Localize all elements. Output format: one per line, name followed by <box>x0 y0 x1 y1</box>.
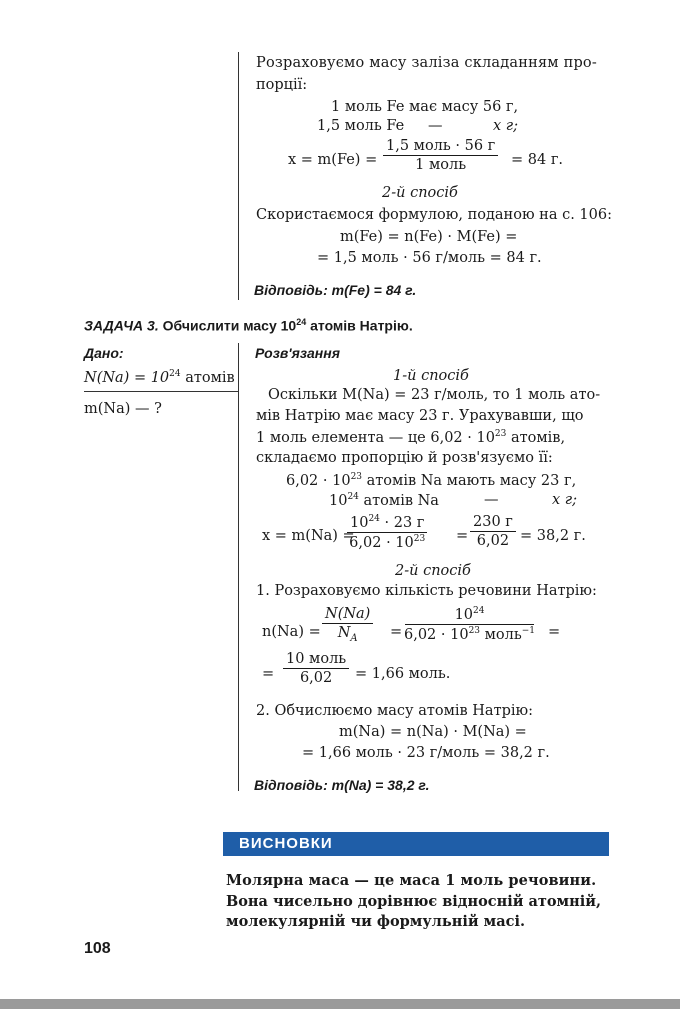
intro-line-1: Розраховуємо масу заліза складанням про- <box>256 55 597 71</box>
given-label: Дано: <box>84 345 124 361</box>
amount-f2-num-exp: 24 <box>473 606 485 616</box>
solution-text-3-exp: 23 <box>494 429 507 439</box>
given-value <box>84 369 235 386</box>
amount-fraction-1 <box>322 606 373 644</box>
amount-f1-den-main: N <box>337 625 351 641</box>
mass-line-1: m(Na) = n(Na) · M(Na) = <box>339 724 527 740</box>
proportion-na-a-exp: 23 <box>350 472 363 482</box>
amount-fraction-2 <box>404 606 535 643</box>
amount-equals: = <box>390 624 403 640</box>
equation-fe-denominator: 1 моль <box>415 157 467 173</box>
amount-f2-denominator <box>404 625 535 643</box>
proportion-fe-b-left: 1,5 моль Fe <box>317 118 405 134</box>
proportion-na-b-left <box>329 492 439 509</box>
solution-divider-task3 <box>238 343 239 791</box>
amount-2-result: = 1,66 моль. <box>355 666 451 682</box>
conclusion-line-2: Вона чисельно дорівнює відносній атомній, <box>226 893 602 910</box>
method-1-label: 1-й спосіб <box>393 368 469 384</box>
eq-f1-den-exp: 23 <box>413 533 426 544</box>
amount-f1-denominator <box>338 624 358 644</box>
equation-na-f1-numerator <box>347 514 427 533</box>
proportion-na-a-post: атомів Na мають масу 23 г, <box>366 472 577 489</box>
find-value: m(Na) — ? <box>84 401 162 417</box>
given-value-pre: N(Na) = 10 <box>84 369 170 386</box>
amount-f2-den-pre: 6,02 · 10 <box>404 626 469 643</box>
given-value-post: атомів <box>185 369 235 386</box>
task-3-suffix: атомів Натрію. <box>310 317 413 334</box>
step-1-text: 1. Розраховуємо кількість речовини Натрію: <box>256 583 597 599</box>
amount-f2-den-exp: 23 <box>468 625 481 636</box>
amount-f1-numerator: N(Na) <box>322 606 373 624</box>
page-number: 108 <box>84 940 111 957</box>
amount-f2-numerator <box>405 606 535 625</box>
solution-text-3 <box>256 429 565 446</box>
amount-f2-den-exp2: −1 <box>521 625 536 636</box>
equation-na-result: = 38,2 г. <box>520 528 586 544</box>
equation-na-f2-denominator: 6,02 <box>476 533 510 549</box>
answer-fe: Відповідь: m(Fe) = 84 г. <box>254 282 417 298</box>
given-value-exp: 24 <box>169 369 181 379</box>
task-3-text: Обчислити масу 10 <box>162 317 297 334</box>
eq-f1-num-exp: 24 <box>368 514 380 524</box>
equation-fe-fraction <box>383 138 498 173</box>
solution-text-1: Оскільки M(Na) = 23 г/моль, то 1 моль ато- <box>268 387 601 403</box>
conclusion-line-1: Молярна маса — це маса 1 моль речовини. <box>226 872 597 889</box>
proportion-na-a-pre: 6,02 · 10 <box>286 472 351 489</box>
equation-na-equals: = <box>456 528 469 544</box>
proportion-na-a <box>286 472 576 489</box>
amount-f2-num-pre: 10 <box>454 606 474 623</box>
equation-na-fraction-2 <box>470 514 516 549</box>
solution-divider-top <box>238 52 239 300</box>
intro-line-2: порції: <box>256 77 308 93</box>
eq-f1-num-post: · 23 г <box>384 514 425 531</box>
amount-tail-equals: = <box>548 624 561 640</box>
equation-fe-lhs: x = m(Fe) = <box>288 152 378 168</box>
amount-2-denominator: 6,02 <box>299 670 333 686</box>
conclusion-line-3: молекулярній чи формульній масі. <box>226 913 526 930</box>
formula-line-2: = 1,5 моль · 56 г/моль = 84 г. <box>317 250 542 266</box>
proportion-na-b-exp: 24 <box>347 492 359 502</box>
amount-2-numerator: 10 моль <box>283 651 349 669</box>
proportion-na-b-right: x г; <box>552 492 577 508</box>
formula-line-1: m(Fe) = n(Fe) · M(Fe) = <box>340 229 518 245</box>
equation-fe-numerator: 1,5 моль · 56 г <box>383 138 498 156</box>
equation-na-f1-denominator <box>349 533 425 551</box>
amount-2-fraction <box>283 651 349 686</box>
task-3-title <box>84 317 413 334</box>
mass-line-2: = 1,66 моль · 23 г/моль = 38,2 г. <box>302 745 550 761</box>
conclusions-banner <box>223 832 609 856</box>
conclusions-heading: ВИСНОВКИ <box>239 835 333 852</box>
formula-intro: Скористаємося формулою, поданою на с. 106: <box>256 207 612 223</box>
step-2-text: 2. Обчислюємо масу атомів Натрію: <box>256 703 534 719</box>
proportion-na-b-pre: 10 <box>329 492 348 509</box>
amount-2-lhs: = <box>262 666 275 682</box>
proportion-fe-b-right: x г; <box>493 118 518 134</box>
equation-na-lhs: x = m(Na) = <box>262 528 355 544</box>
method-2-label-na: 2-й спосіб <box>395 563 471 579</box>
amount-f1-den-sub: A <box>350 632 358 644</box>
eq-f1-num-pre: 10 <box>350 514 369 531</box>
footer-bar <box>0 999 680 1009</box>
solution-text-3-pre: 1 моль елемента — це 6,02 · 10 <box>256 429 495 446</box>
solution-text-4: складаємо пропорцію й розв'язуємо її: <box>256 450 553 466</box>
solution-label: Розв'язання <box>255 345 340 361</box>
task-3-exp: 24 <box>296 317 307 327</box>
equation-na-fraction-1 <box>347 514 427 551</box>
solution-text-3-post: атомів, <box>510 429 566 446</box>
answer-na: Відповідь: m(Na) = 38,2 г. <box>254 777 430 793</box>
given-separator <box>84 391 239 392</box>
solution-text-2: мів Натрію має масу 23 г. Урахувавши, що <box>256 408 584 424</box>
proportion-na-b-dash: — <box>484 492 499 508</box>
method-2-label-fe: 2-й спосіб <box>382 185 458 201</box>
proportion-na-b-post: атомів Na <box>363 492 439 509</box>
equation-na-f2-numerator: 230 г <box>470 514 516 532</box>
proportion-fe-a: 1 моль Fe має масу 56 г, <box>331 99 519 115</box>
equation-fe-result: = 84 г. <box>511 152 564 168</box>
amount-f2-den-post: моль <box>484 626 522 643</box>
eq-f1-den-pre: 6,02 · 10 <box>349 534 414 551</box>
task-3-prefix: ЗАДАЧА 3. <box>84 317 159 334</box>
proportion-fe-b-dash: — <box>428 118 443 134</box>
amount-lhs: n(Na) = <box>262 624 321 640</box>
